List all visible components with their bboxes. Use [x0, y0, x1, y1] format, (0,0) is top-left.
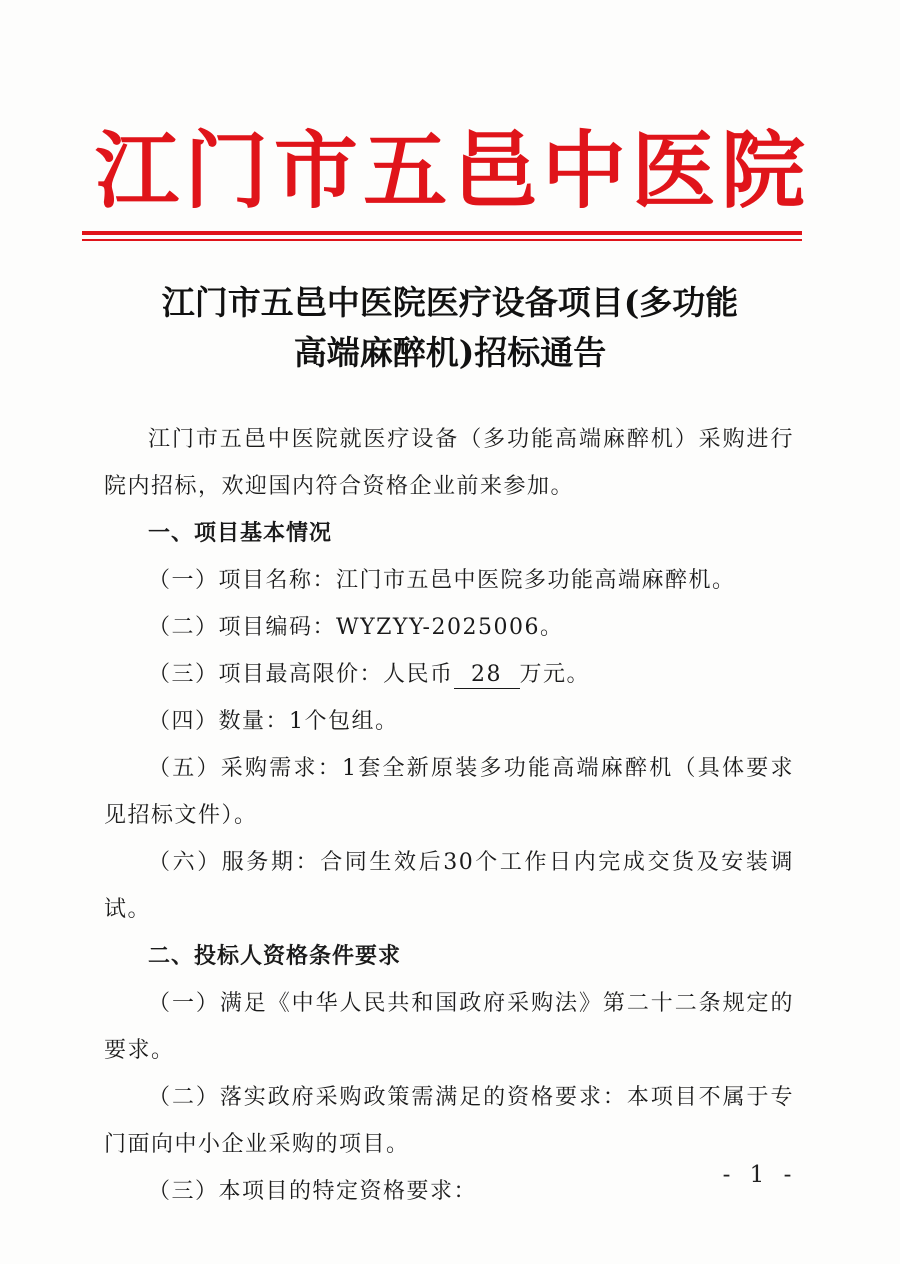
section-2-heading: 二、投标人资格条件要求 — [148, 944, 402, 969]
letterhead-char: 中 — [542, 120, 627, 220]
letterhead-char: 市 — [273, 120, 358, 220]
section-1-item-2: （二）项目编码：WYZYY-2025006。 — [148, 615, 564, 640]
section-2-item-1: （一）满足《中华人民共和国政府采购法》第二十二条规定的要求。 — [104, 991, 794, 1063]
letterhead-char: 江 — [95, 120, 180, 220]
section-2-item-2: （二）落实政府采购政策需满足的资格要求：本项目不属于专门面向中小企业采购的项目。 — [104, 1085, 794, 1157]
letterhead-char: 邑 — [452, 120, 537, 220]
letterhead-char: 院 — [720, 120, 805, 220]
intro-paragraph: 江门市五邑中医院就医疗设备（多功能高端麻醉机）采购进行院内招标，欢迎国内符合资格企业前来参加。 — [104, 427, 794, 499]
section-1-item-6: （六）服务期：合同生效后30个工作日内完成交货及安装调试。 — [104, 850, 794, 922]
institution-letterhead — [95, 118, 805, 223]
letterhead-divider-thick — [82, 231, 802, 235]
letterhead-divider-thin — [82, 239, 802, 241]
section-1-item-3 — [104, 651, 794, 698]
section-1-item-4: （四）数量：1个包组。 — [148, 709, 399, 734]
price-suffix: 万元。 — [519, 662, 591, 687]
price-prefix: （三）项目最高限价：人民币 — [148, 662, 454, 687]
title-line-2: 高端麻醉机)招标通告 — [293, 333, 607, 372]
page-number: - 1 - — [722, 1162, 798, 1188]
letterhead-char: 五 — [363, 120, 448, 220]
section-1-item-1: （一）项目名称：江门市五邑中医院多功能高端麻醉机。 — [148, 568, 736, 593]
document-title — [100, 278, 800, 378]
document-body — [104, 416, 794, 1215]
section-1-heading: 一、项目基本情况 — [148, 521, 333, 546]
letterhead-char: 门 — [184, 120, 269, 220]
letterhead-char: 医 — [631, 120, 716, 220]
section-2-item-3: （三）本项目的特定资格要求： — [148, 1179, 478, 1204]
section-1-item-5: （五）采购需求：1套全新原装多功能高端麻醉机（具体要求见招标文件）。 — [104, 756, 794, 828]
title-line-1: 江门市五邑中医院医疗设备项目(多功能 — [161, 283, 739, 322]
price-amount: 28 — [454, 662, 520, 689]
